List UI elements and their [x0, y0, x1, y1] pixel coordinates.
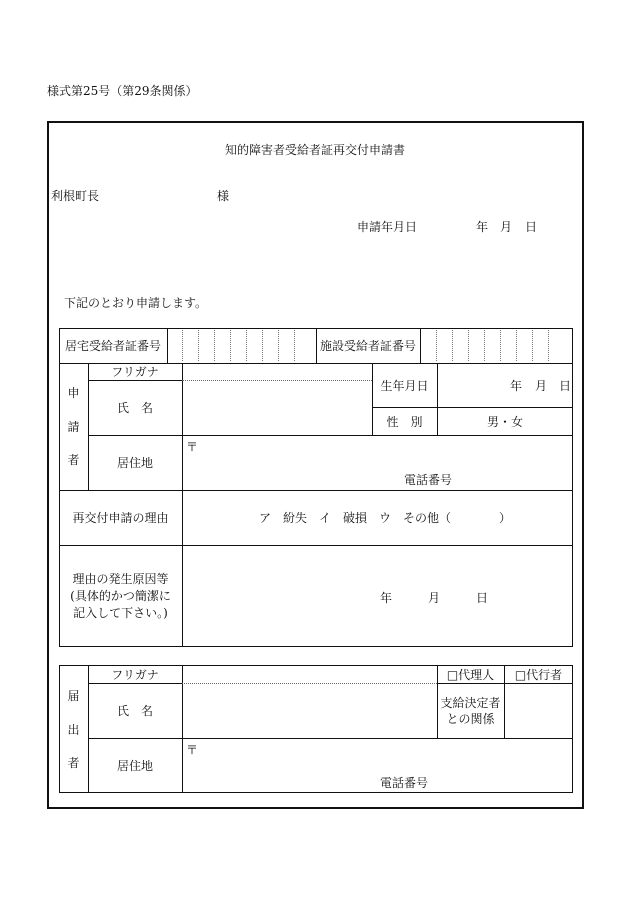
sex-selection[interactable]: 男・女 [486, 414, 523, 429]
col-divider [420, 328, 421, 363]
cause-month: 月 [428, 591, 441, 605]
postal-mark: 〒 [186, 743, 199, 757]
date-label: 申請年月日 [357, 220, 418, 234]
notifier-name-field[interactable] [184, 685, 435, 737]
applicant-phone-label: 電話番号 [404, 473, 453, 487]
applicant-name-field[interactable] [184, 382, 370, 434]
addressee-town: 利根町長 [51, 189, 100, 203]
intro-text: 下記のとおり申請します。 [64, 296, 208, 310]
applicant-address-label: 居住地 [116, 456, 153, 470]
applicant-furigana-label: フリガナ [111, 365, 159, 379]
cause-year: 年 [380, 591, 393, 605]
birthdate-label: 生年月日 [380, 378, 429, 393]
sex-label: 性 別 [386, 414, 423, 429]
notifier-address-label: 居住地 [116, 759, 153, 773]
cause-day: 日 [476, 591, 489, 605]
cause-label: 理由の発生原因等 (具体的かつ簡潔に 記入して下さい。) [70, 572, 171, 620]
relation-label: 支給決定者 との関係 [440, 696, 501, 726]
applicant-name-label: 氏 名 [116, 401, 153, 415]
notifier-section-label: 届 出 者 [67, 689, 80, 770]
cause-field[interactable] [184, 547, 571, 645]
col-divider [182, 665, 183, 793]
row-divider [59, 545, 573, 546]
applicant-address-field[interactable] [184, 452, 394, 488]
notifier-phone-label: 電話番号 [380, 776, 429, 790]
facility-cert-label: 施設受給者証番号 [319, 339, 416, 353]
reason-label: 再交付申請の理由 [72, 511, 169, 525]
applicant-furigana-field[interactable] [184, 364, 370, 379]
notifier-furigana-label: フリガナ [111, 667, 159, 682]
birth-day: 日 [559, 379, 572, 393]
furigana-divider [182, 380, 372, 381]
notifier-name-label: 氏 名 [116, 704, 153, 718]
birth-year: 年 [510, 379, 523, 393]
home-cert-label: 居宅受給者証番号 [64, 339, 161, 353]
addressee-honorific: 様 [217, 189, 230, 203]
furigana-divider [182, 683, 437, 684]
reason-options[interactable]: ア 紛失 イ 破損 ウ その他（ ） [259, 511, 512, 525]
form-title: 知的障害者受給者証再交付申請書 [224, 143, 405, 157]
date-day: 日 [525, 220, 538, 234]
date-year: 年 [476, 220, 489, 234]
row-divider [437, 683, 573, 684]
notifier-address-field[interactable] [184, 755, 374, 791]
applicant-section-label: 申 請 者 [67, 386, 80, 467]
proxy-checkbox[interactable]: □代行者 [514, 667, 563, 682]
col-divider [167, 328, 168, 363]
agent-checkbox[interactable]: □代理人 [446, 667, 495, 682]
notifier-furigana-field[interactable] [184, 666, 435, 682]
form-number: 様式第25号（第29条関係） [47, 84, 198, 98]
date-month: 月 [500, 220, 513, 234]
birth-month: 月 [535, 379, 548, 393]
relation-field[interactable] [506, 685, 571, 737]
postal-mark: 〒 [186, 440, 199, 454]
